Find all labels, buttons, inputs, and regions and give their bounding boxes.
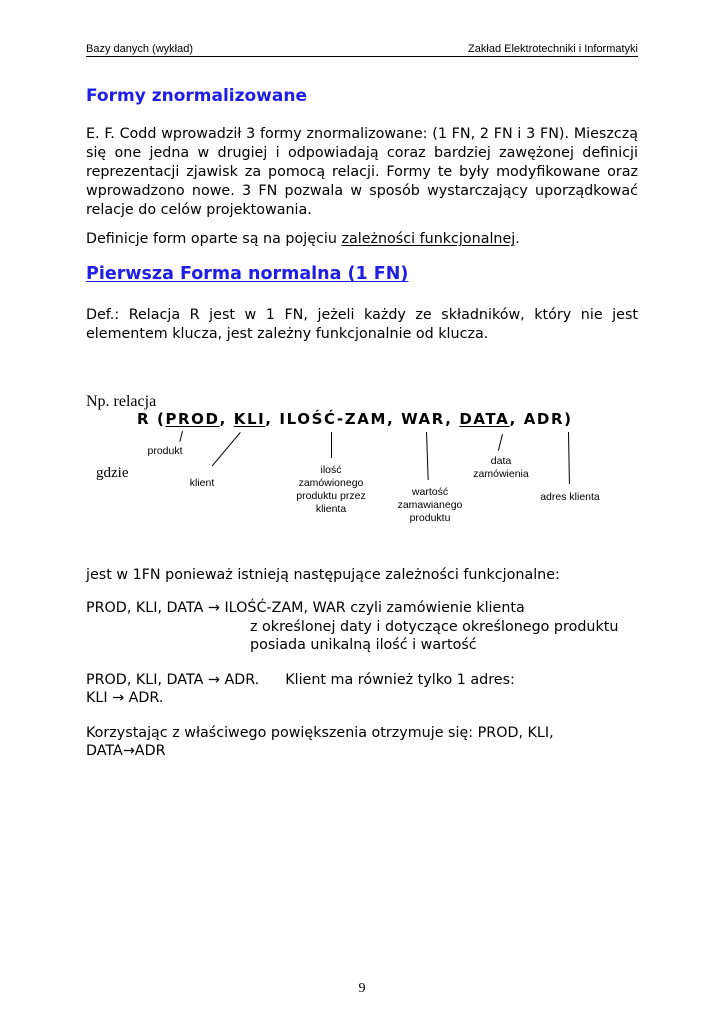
relation-close: , ADR): [509, 410, 573, 428]
dependency-line-6: Korzystając z właściwego powiększenia otrzymuje się: PROD, KLI,: [86, 725, 554, 741]
key-kli: KLI: [233, 410, 266, 428]
label-ilosc-line2: zamówionego: [298, 477, 364, 489]
dependency-address-note: Klient ma również tylko 1 adres:: [285, 672, 515, 688]
label-wartosc: [388, 486, 472, 525]
connector-data: [498, 434, 503, 451]
dependencies-intro: jest w 1FN ponieważ istnieją następujące zależności funkcjonalne:: [86, 567, 560, 583]
label-data: [466, 455, 536, 481]
connector-ilosc: [331, 432, 332, 458]
relation-schema: [137, 410, 573, 428]
intro-paragraph: E. F. Codd wprowadził 3 formy znormalizowane: (1 FN, 2 FN i 3 FN). Mieszczą się one jedna w drugiej i odpowiadają coraz bardziej zawężonej definicji reprezentacji zjawisk za pomocą relacji. Formy te były modyfikowane oraz wprowadzono nowe. 3 FN pozwala w sposób wystarczający uporządkować relacje do celów projektowania.: [86, 126, 638, 218]
label-ilosc-line4: klienta: [315, 503, 347, 515]
where-label: gdzie: [96, 465, 129, 481]
section-title-1fn: Pierwsza Forma normalna (1 FN): [86, 264, 409, 284]
label-data-line2: zamówienia: [473, 468, 529, 480]
label-wartosc-line2: zamawianego: [397, 499, 463, 511]
key-data: DATA: [459, 410, 510, 428]
dependency-line-5: KLI → ADR.: [86, 690, 164, 706]
connector-wartosc: [426, 432, 429, 480]
connector-produkt: [179, 431, 183, 442]
label-adres: adres klienta: [540, 491, 600, 503]
dependency-line-4: [86, 671, 638, 690]
dependency-line-1: PROD, KLI, DATA → ILOŚĆ-ZAM, WAR czyli zamówienie klienta: [86, 600, 525, 616]
definition-note-suffix: .: [515, 231, 520, 247]
header-left: Bazy danych (wykład): [86, 43, 193, 55]
1fn-definition: Def.: Relacja R jest w 1 FN, jeżeli każdy ze składników, który nie jest elementem klucza, jest zależny funkcjonalnie od klucza.: [86, 307, 638, 342]
header-right: Zakład Elektrotechniki i Informatyki: [468, 43, 638, 55]
definition-note-prefix: Definicje form oparte są na pojęciu: [86, 231, 342, 247]
header-rule: [86, 56, 638, 57]
dependency-adr: PROD, KLI, DATA → ADR.: [86, 672, 260, 688]
key-prod: PROD: [165, 410, 220, 428]
relation-open: R (: [137, 410, 166, 428]
page-number: 9: [358, 981, 366, 996]
dependency-line-3: posiada unikalną ilość i wartość: [250, 637, 477, 653]
relation-attrs: , ILOŚĆ-ZAM, WAR,: [265, 410, 460, 428]
connector-klient: [212, 432, 241, 466]
relation-sep: ,: [219, 410, 234, 428]
functional-dependency-term: zależności funkcjonalnej: [341, 231, 516, 247]
example-intro: Np. relacja: [86, 393, 157, 410]
label-data-line1: data: [490, 455, 512, 467]
dependency-line-7: DATA→ADR: [86, 743, 166, 759]
section-title-formy: Formy znormalizowane: [86, 86, 307, 106]
dependency-line-2: z określonej daty i dotyczące określonego produktu: [250, 619, 619, 635]
label-wartosc-line3: produktu: [409, 512, 451, 524]
label-klient: klient: [189, 477, 215, 489]
definition-note: [86, 230, 638, 249]
label-wartosc-line1: wartość: [411, 486, 449, 498]
label-ilosc-line3: produktu przez: [296, 490, 366, 502]
label-ilosc-line1: ilość: [320, 464, 342, 476]
label-ilosc: [284, 464, 378, 516]
connector-adres: [568, 432, 570, 484]
label-produkt: produkt: [147, 445, 183, 457]
